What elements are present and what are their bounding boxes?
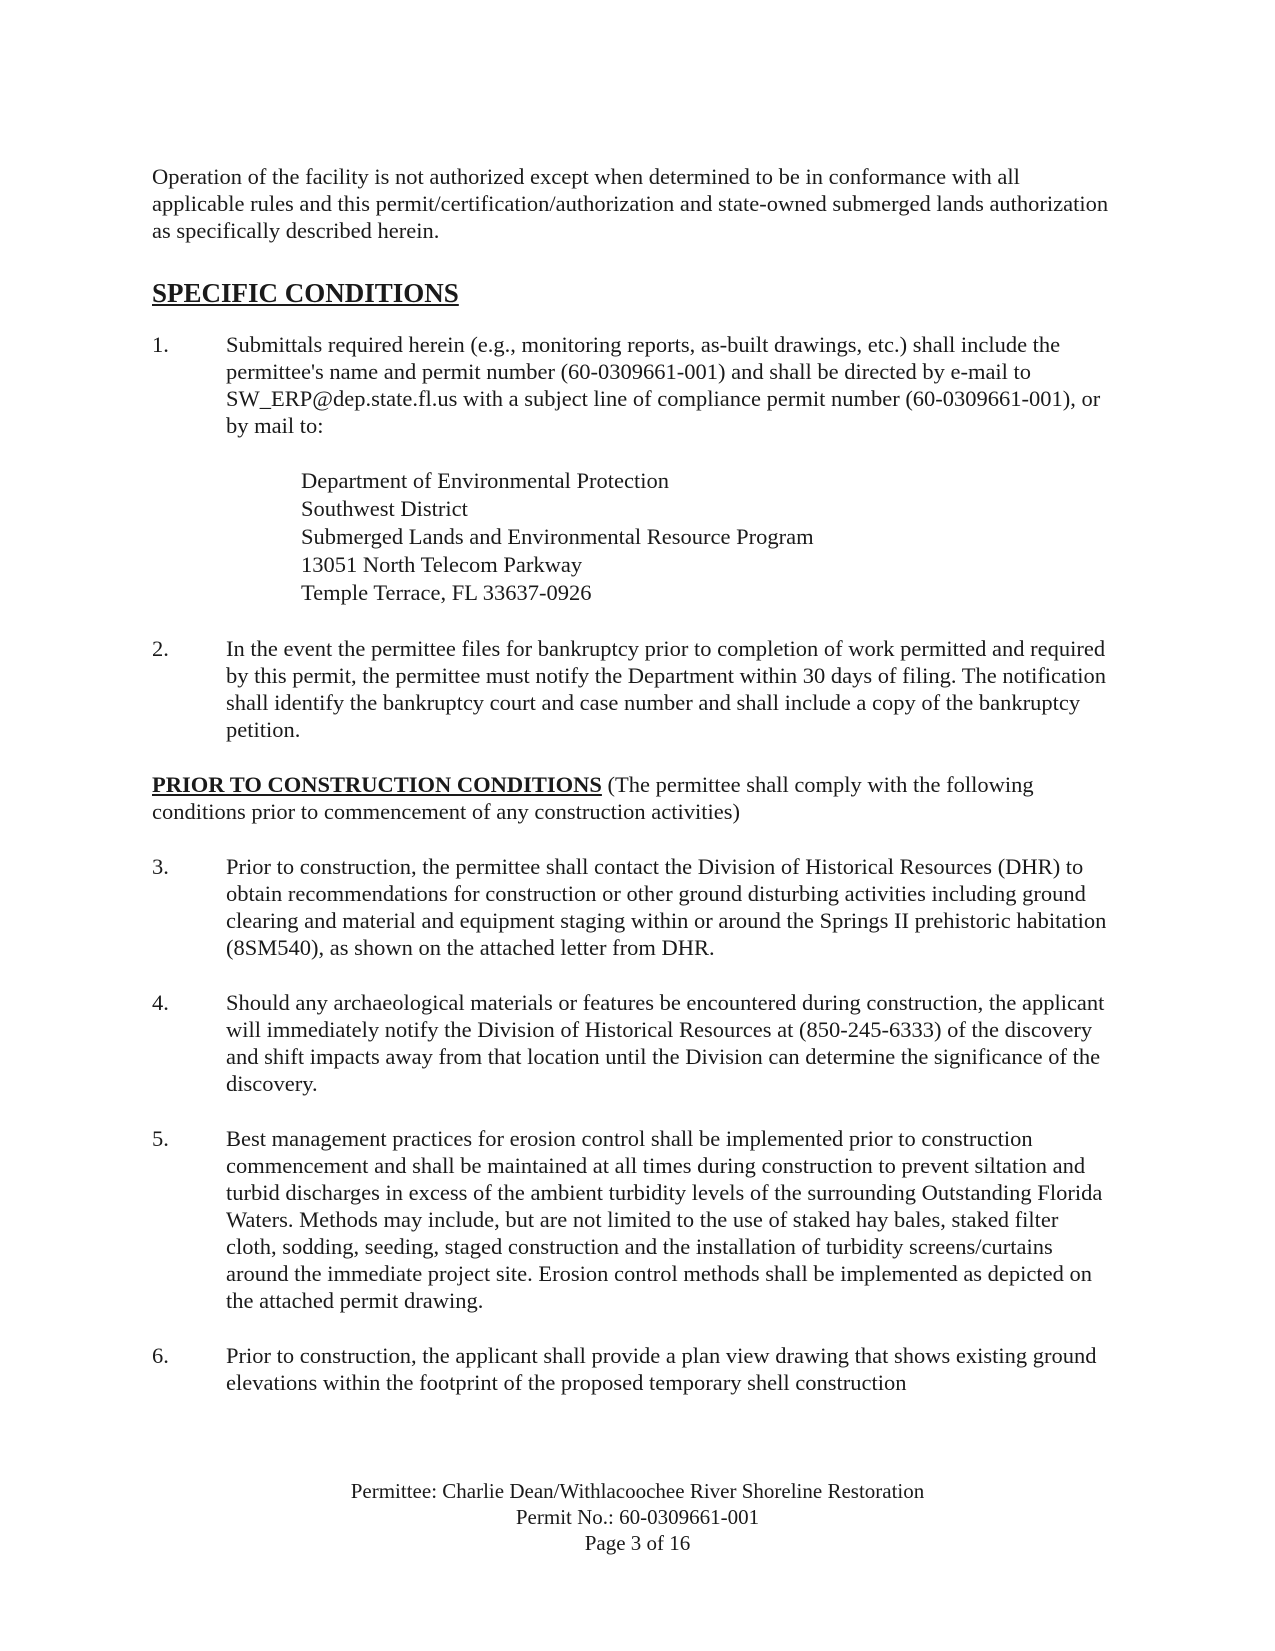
mailing-address	[301, 467, 1112, 607]
condition-item	[152, 1342, 1112, 1396]
address-line: Southwest District	[301, 496, 468, 521]
condition-number: 5.	[152, 1126, 169, 1151]
intro-paragraph: Operation of the facility is not authorized except when determined to be in conformance with all applicable rules and this permit/certification/authorization and state-owned submerged lands authorization as specifically described herein.	[152, 164, 1109, 243]
condition-text: Prior to construction, the permittee shall contact the Division of Historical Resources (DHR) to obtain recommendations for construction or other ground disturbing activities including ground clearing and material and equipment staging within or around the Springs II prehistoric habitation (8SM540), as shown on the attached letter from DHR.	[226, 854, 1107, 960]
page-footer	[0, 1478, 1275, 1556]
condition-text: In the event the permittee files for bankruptcy prior to completion of work permitted and required by this permit, the permittee must notify the Department within 30 days of filing. The notification shall identify the bankruptcy court and case number and shall include a copy of the bankruptcy petition.	[226, 636, 1107, 742]
condition-number: 3.	[152, 854, 169, 879]
condition-text: Submittals required herein (e.g., monitoring reports, as-built drawings, etc.) shall include the permittee's name and permit number (60-0309661-001) and shall be directed by e-mail to SW_ERP@dep.state.fl.us with a subject line of compliance permit number (60-0309661-001), or by mail to:	[226, 332, 1101, 438]
address-line: 13051 North Telecom Parkway	[301, 552, 583, 577]
condition-item	[152, 331, 1112, 607]
condition-text: Best management practices for erosion control shall be implemented prior to construction commencement and shall be maintained at all times during construction to prevent siltation and turbid discharges in excess of the ambient turbidity levels of the surrounding Outstanding Florida Waters. Methods may include, but are not limited to the use of staked hay bales, staked filter cloth, sodding, seeding, staged construction and the installation of turbidity screens/curtains around the immediate project site. Erosion control methods shall be implemented as depicted on the attached permit drawing.	[226, 1126, 1103, 1313]
condition-number: 1.	[152, 332, 169, 357]
condition-item	[152, 635, 1112, 743]
condition-item	[152, 853, 1112, 961]
footer-page-number: Page 3 of 16	[584, 1531, 691, 1555]
condition-text: Should any archaeological materials or features be encountered during construction, the applicant will immediately notify the Division of Historical Resources at (850-245-6333) of the discovery and shift impacts away from that location until the Division can determine the significance of the discovery.	[226, 990, 1105, 1096]
prior-construction-note: (The permittee shall comply with the following conditions prior to commencement of any construction activities)	[152, 772, 1034, 824]
document-body	[152, 163, 1112, 1424]
condition-text: Prior to construction, the applicant shall provide a plan view drawing that shows existing ground elevations within the footprint of the proposed temporary shell construction	[226, 1343, 1097, 1395]
address-line: Submerged Lands and Environmental Resource Program	[301, 524, 814, 549]
condition-item	[152, 989, 1112, 1097]
prior-construction-heading: PRIOR TO CONSTRUCTION CONDITIONS	[152, 772, 602, 797]
address-line: Temple Terrace, FL 33637-0926	[301, 580, 592, 605]
specific-conditions-heading: SPECIFIC CONDITIONS	[152, 278, 459, 308]
condition-item	[152, 1125, 1112, 1314]
condition-body	[226, 331, 1112, 607]
condition-number: 6.	[152, 1343, 169, 1368]
condition-number: 4.	[152, 990, 169, 1015]
prior-construction-intro	[152, 771, 1112, 825]
footer-permit-number: Permit No.: 60-0309661-001	[515, 1505, 760, 1529]
footer-permittee: Permittee: Charlie Dean/Withlacoochee River Shoreline Restoration	[350, 1479, 925, 1503]
condition-number: 2.	[152, 636, 169, 661]
address-line: Department of Environmental Protection	[301, 468, 670, 493]
